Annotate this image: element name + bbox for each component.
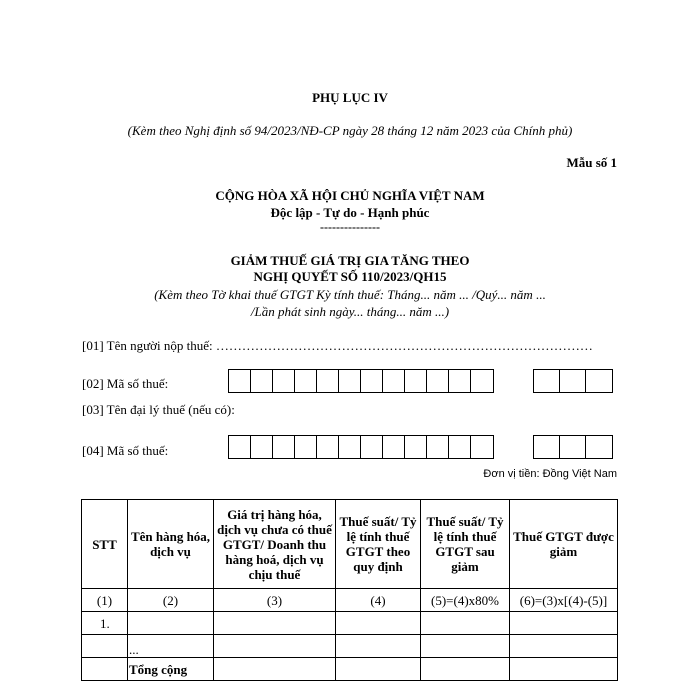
tax-agent-name-label: [03] Tên đại lý thuế (nếu có): xyxy=(82,402,235,417)
digit-box[interactable] xyxy=(250,435,272,459)
digit-box[interactable] xyxy=(382,435,404,459)
digit-box[interactable] xyxy=(360,369,382,393)
tax-code-boxes-04[interactable] xyxy=(228,435,494,459)
table-cell[interactable] xyxy=(421,658,510,681)
table-cell[interactable] xyxy=(421,612,510,635)
currency-unit-note: Đơn vị tiền: Đồng Việt Nam xyxy=(483,468,617,480)
document-title-line1: GIẢM THUẾ GIÁ TRỊ GIA TĂNG THEO xyxy=(230,253,470,268)
digit-box[interactable] xyxy=(426,369,448,393)
table-cell[interactable] xyxy=(510,658,618,681)
digit-box[interactable] xyxy=(585,369,613,393)
digit-box[interactable] xyxy=(470,369,494,393)
header-stt: STT xyxy=(82,500,128,589)
country-name: CỘNG HÒA XÃ HỘI CHỦ NGHĨA VIỆT NAM xyxy=(215,188,485,203)
digit-box[interactable] xyxy=(559,435,585,459)
digit-box[interactable] xyxy=(338,435,360,459)
table-row xyxy=(82,612,618,635)
col-num: (2) xyxy=(128,589,214,612)
col-num: (6)=(3)x[(4)-(5)] xyxy=(510,589,618,612)
document-title-line2: NGHỊ QUYẾT SỐ 110/2023/QH15 xyxy=(253,269,447,284)
taxpayer-name-dots: …………………………………………………………………………… xyxy=(215,338,593,353)
table-header-row xyxy=(82,500,618,589)
table-cell[interactable] xyxy=(336,612,421,635)
digit-box[interactable] xyxy=(448,369,470,393)
table-total-row xyxy=(82,658,618,681)
table-cell[interactable] xyxy=(214,658,336,681)
table-cell[interactable] xyxy=(336,658,421,681)
national-motto: Độc lập - Tự do - Hạnh phúc xyxy=(270,205,430,220)
digit-box[interactable] xyxy=(426,435,448,459)
taxpayer-name-label: [01] Tên người nộp thuế: xyxy=(82,338,213,353)
attachment-note-line1: (Kèm theo Tờ khai thuế GTGT Kỳ tính thuế: Tháng... năm ... /Quý... năm ... xyxy=(154,287,546,302)
table-cell[interactable] xyxy=(336,635,421,658)
digit-box[interactable] xyxy=(316,435,338,459)
digit-box[interactable] xyxy=(228,369,250,393)
header-vat-reduced: Thuế GTGT được giảm xyxy=(510,500,618,589)
digit-box[interactable] xyxy=(404,435,426,459)
digit-box[interactable] xyxy=(294,435,316,459)
row-name: ... xyxy=(128,635,214,658)
table-cell[interactable] xyxy=(214,635,336,658)
digit-box[interactable] xyxy=(272,369,294,393)
digit-box[interactable] xyxy=(585,435,613,459)
table-cell[interactable] xyxy=(128,612,214,635)
form-number: Mẫu số 1 xyxy=(566,155,617,170)
tax-reduction-table xyxy=(81,499,618,681)
tax-code-label-04: [04] Mã số thuế: xyxy=(82,443,169,458)
tax-code-suffix-boxes-04[interactable] xyxy=(533,435,613,459)
digit-box[interactable] xyxy=(533,369,559,393)
digit-box[interactable] xyxy=(470,435,494,459)
total-label: Tổng cộng xyxy=(128,658,214,681)
digit-box[interactable] xyxy=(294,369,316,393)
digit-box[interactable] xyxy=(559,369,585,393)
decree-note: (Kèm theo Nghị định số 94/2023/NĐ-CP ngày 28 tháng 12 năm 2023 của Chính phủ) xyxy=(127,123,573,138)
header-rate-regulated: Thuế suất/ Tỷ lệ tính thuế GTGT theo quy định xyxy=(336,500,421,589)
digit-box[interactable] xyxy=(533,435,559,459)
tax-code-boxes-02[interactable] xyxy=(228,369,494,393)
row-stt: 1. xyxy=(82,612,128,635)
header-goods-value: Giá trị hàng hóa, dịch vụ chưa có thuế GTGT/ Doanh thu hàng hoá, dịch vụ chịu thuế xyxy=(214,500,336,589)
digit-box[interactable] xyxy=(404,369,426,393)
attachment-note-line2: /Lần phát sinh ngày... tháng... năm ...) xyxy=(250,304,450,319)
taxpayer-name-field xyxy=(82,338,622,354)
table-cell[interactable] xyxy=(510,612,618,635)
col-num: (5)=(4)x80% xyxy=(421,589,510,612)
separator-line: --------------- xyxy=(320,220,380,234)
digit-box[interactable] xyxy=(448,435,470,459)
digit-box[interactable] xyxy=(360,435,382,459)
column-number-row xyxy=(82,589,618,612)
tax-code-label-02: [02] Mã số thuế: xyxy=(82,376,169,391)
col-num: (1) xyxy=(82,589,128,612)
table-row xyxy=(82,635,618,658)
table-cell[interactable] xyxy=(421,635,510,658)
header-rate-reduced: Thuế suất/ Tỷ lệ tính thuế GTGT sau giảm xyxy=(421,500,510,589)
table-cell[interactable] xyxy=(214,612,336,635)
col-num: (4) xyxy=(336,589,421,612)
header-goods-name: Tên hàng hóa, dịch vụ xyxy=(128,500,214,589)
digit-box[interactable] xyxy=(250,369,272,393)
digit-box[interactable] xyxy=(338,369,360,393)
appendix-title: PHỤ LỤC IV xyxy=(312,90,388,105)
digit-box[interactable] xyxy=(228,435,250,459)
digit-box[interactable] xyxy=(316,369,338,393)
table-cell[interactable] xyxy=(82,635,128,658)
digit-box[interactable] xyxy=(382,369,404,393)
table-cell[interactable] xyxy=(510,635,618,658)
digit-box[interactable] xyxy=(272,435,294,459)
table-cell xyxy=(82,658,128,681)
col-num: (3) xyxy=(214,589,336,612)
tax-code-suffix-boxes-02[interactable] xyxy=(533,369,613,393)
